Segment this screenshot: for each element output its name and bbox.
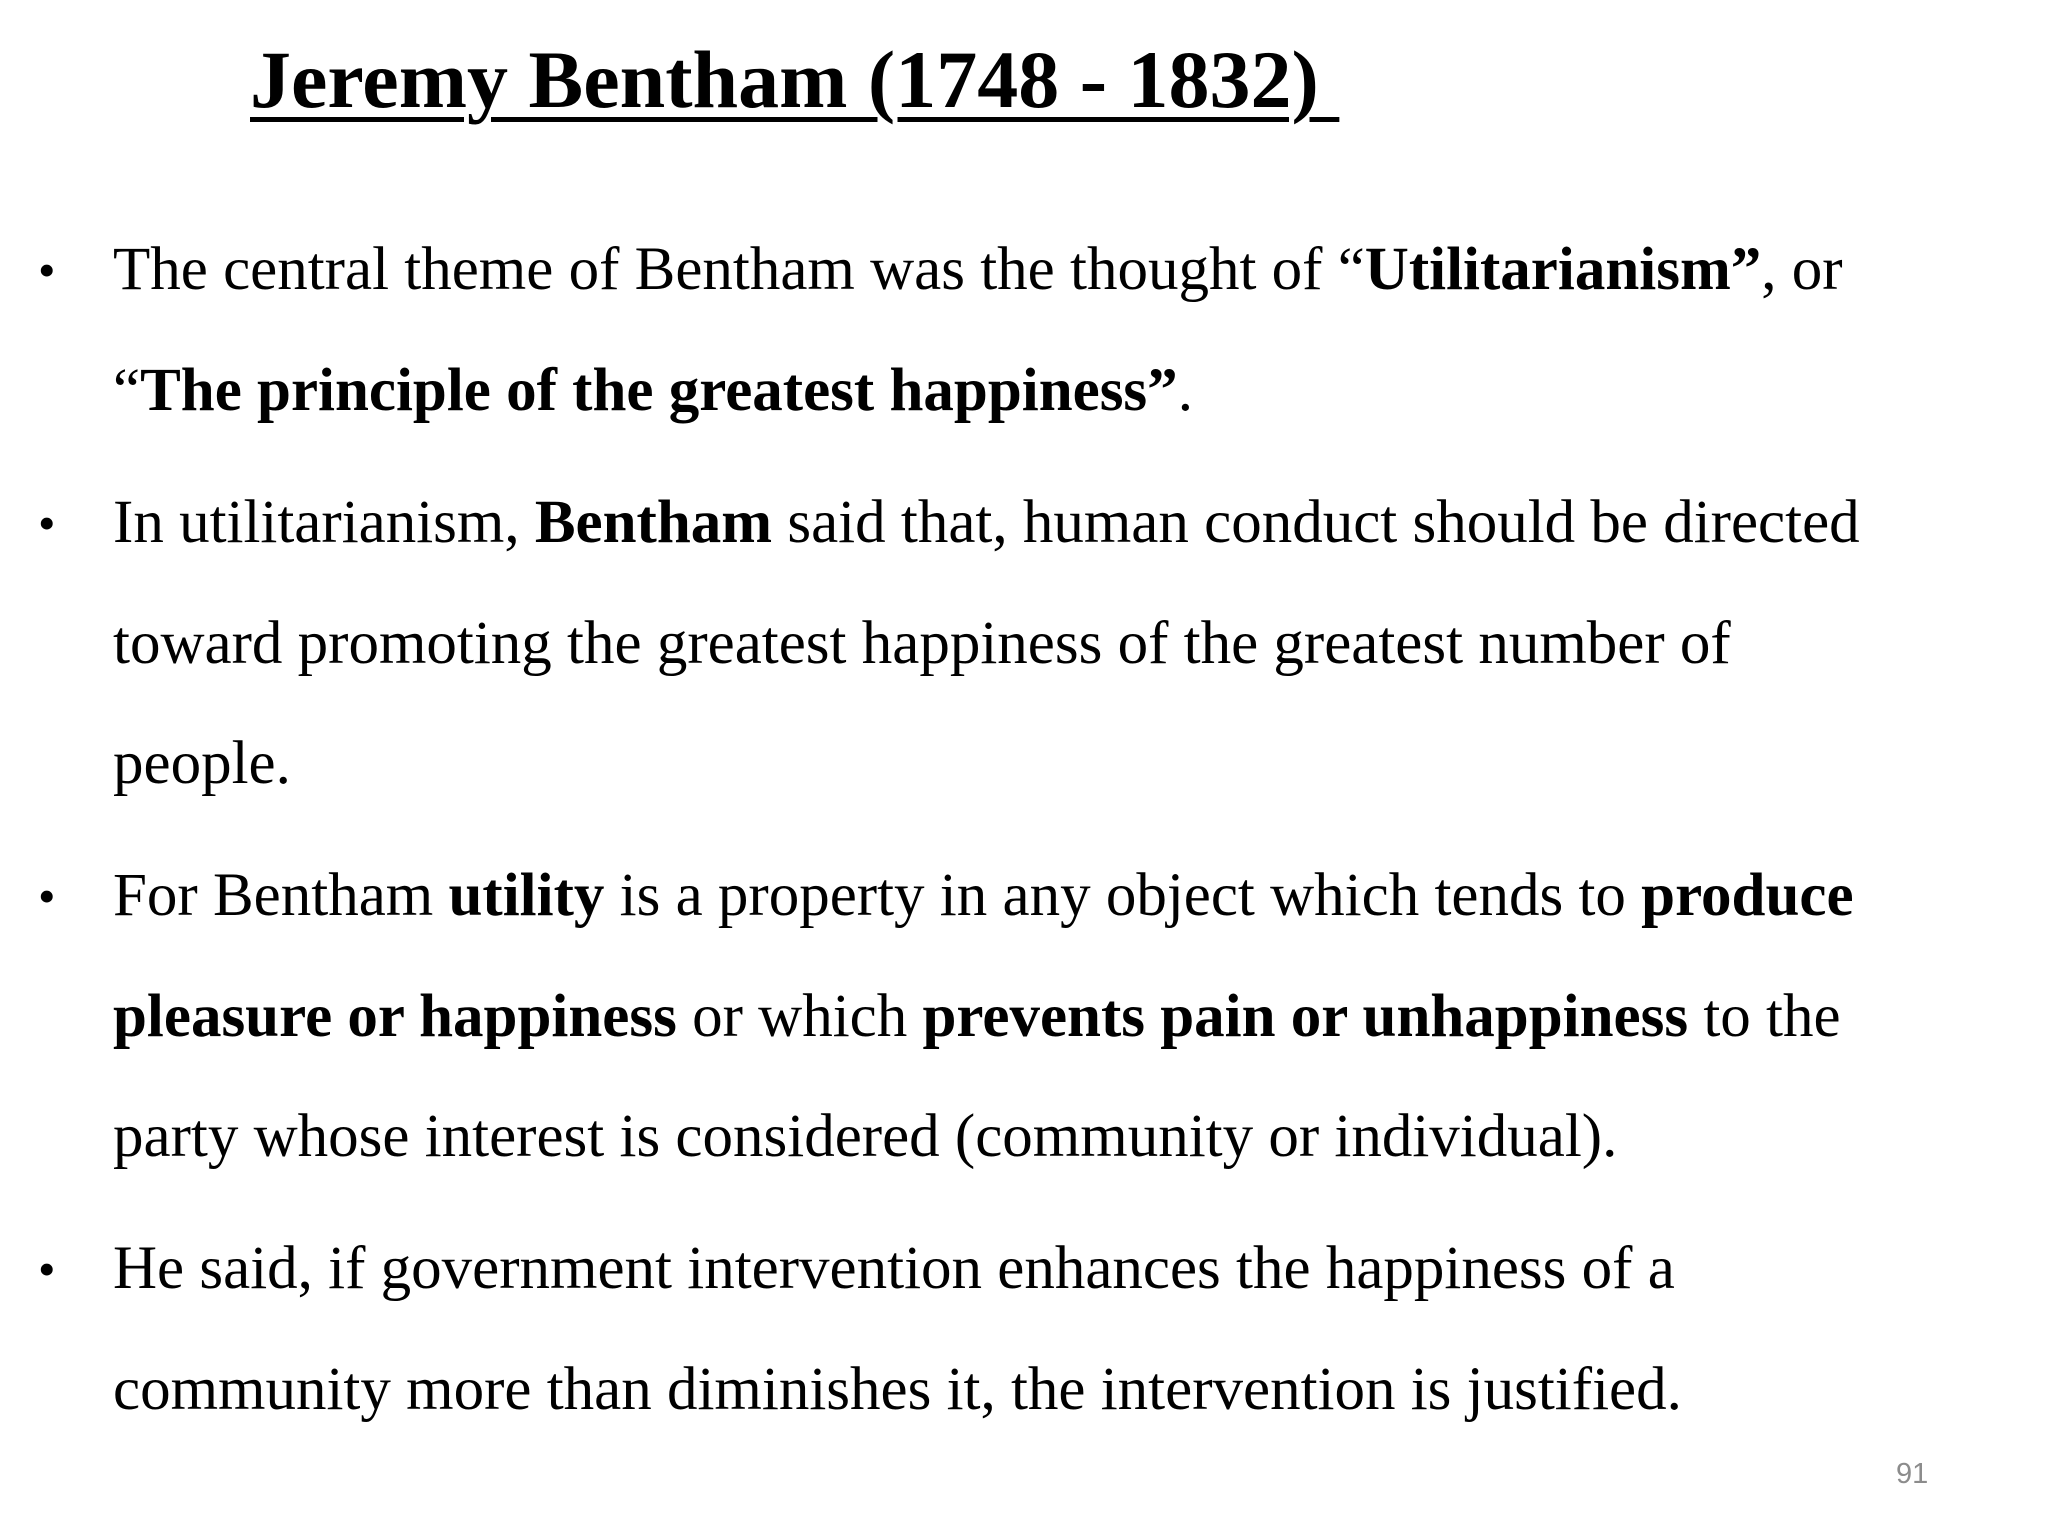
text-run: or which: [676, 982, 923, 1050]
text-run: “: [113, 356, 141, 424]
text-line: [113, 1330, 2043, 1451]
slide-title: Jeremy Bentham (1748 - 1832): [250, 34, 1340, 125]
text-run-bold: pleasure or happiness: [113, 982, 677, 1050]
bullet-text: [113, 463, 2043, 825]
bullet-dot-icon: •: [38, 495, 56, 551]
text-run: party whose interest is considered (community or individual).: [113, 1103, 1618, 1170]
text-line: [113, 957, 2043, 1078]
text-line: [113, 463, 2043, 584]
text-line: [113, 836, 2043, 957]
text-run: For Bentham: [113, 862, 449, 929]
text-line: [113, 1077, 2043, 1198]
text-line: [113, 584, 2043, 705]
text-run-bold: produce: [1641, 862, 1854, 929]
bullet-text: [113, 836, 2043, 1198]
text-run-bold: Utilitarianism”: [1364, 236, 1762, 303]
text-line: [113, 210, 2043, 331]
text-run: is a property in any object which tends to: [604, 862, 1642, 929]
text-line: [113, 1209, 2043, 1330]
text-line: [113, 331, 2043, 452]
text-line: [113, 704, 2043, 825]
text-run: said that, human conduct should be directed: [772, 489, 1860, 556]
text-run: toward promoting the greatest happiness of the greatest number of: [113, 609, 1731, 677]
page-number: 91: [1896, 1458, 1929, 1490]
text-run: The central theme of Bentham was the thought of “: [113, 236, 1365, 303]
text-run: , or: [1761, 236, 1843, 303]
bullet-dot-icon: •: [38, 242, 56, 298]
text-run: In utilitarianism,: [113, 489, 535, 556]
text-run: people.: [113, 730, 291, 797]
text-run-bold: Bentham: [534, 489, 773, 556]
bullet-dot-icon: •: [38, 868, 56, 924]
bullet-text: [113, 210, 2043, 451]
text-run: He said, if government intervention enhances the happiness of a: [113, 1235, 1675, 1302]
bullet-dot-icon: •: [38, 1241, 56, 1297]
text-run-bold: prevents pain or unhappiness: [922, 982, 1689, 1050]
bullet-text: [113, 1209, 2043, 1450]
text-run-bold: The principle of the greatest happiness”: [140, 356, 1178, 424]
text-run: community more than diminishes it, the intervention is justified.: [113, 1355, 1682, 1423]
text-run: .: [1177, 356, 1193, 424]
text-run: to the: [1688, 982, 1841, 1050]
text-run-bold: utility: [448, 862, 605, 929]
